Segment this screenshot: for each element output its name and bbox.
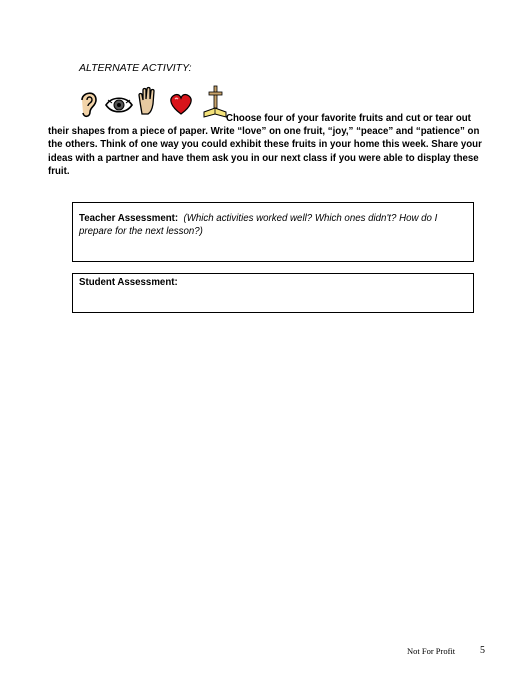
teacher-assessment-label: Teacher Assessment: <box>79 213 179 224</box>
teacher-assessment-box[interactable] <box>72 202 474 262</box>
activity-instructions: Choose four of your favorite fruits and cut or tear out their shapes from a piece of paper. Write “love” on one fruit, “joy,” “peace” and “patience” on the others. Think of one way you could exhibit these fruits in your home this week. Share your ideas with a partner and have them ask you in our next class if you were able to display these fruit. <box>48 113 482 177</box>
student-assessment-label: Student Assessment: <box>79 277 178 288</box>
footer-text: Not For Profit <box>407 646 456 656</box>
teacher-assessment-prompt: (Which activities worked well? Which ones didn't? How do I prepare for the next lesson?) <box>79 213 438 237</box>
student-assessment-box[interactable] <box>72 273 474 313</box>
page-number: 5 <box>480 645 485 656</box>
activity-heading: ALTERNATE ACTIVITY: <box>79 62 192 74</box>
